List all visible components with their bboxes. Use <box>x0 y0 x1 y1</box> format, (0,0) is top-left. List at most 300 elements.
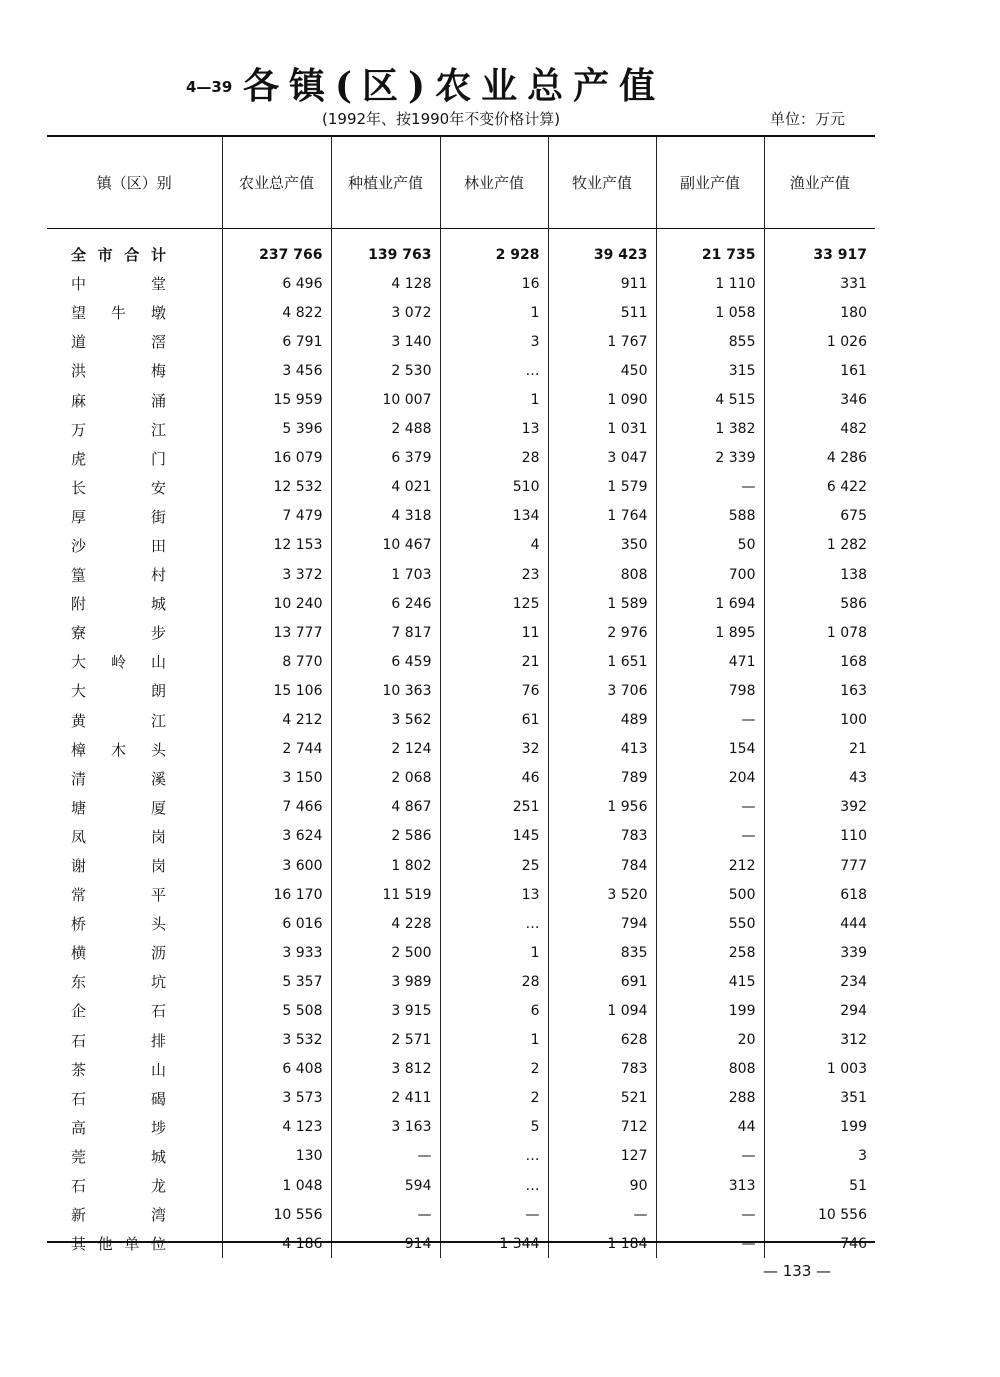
value-cell: 2 928 <box>440 240 548 269</box>
town-name-char: 黄 <box>71 711 87 730</box>
table-number: 4—39 <box>186 78 233 96</box>
value-cell: 313 <box>656 1171 764 1200</box>
town-name-char: 坑 <box>150 973 166 992</box>
value-cell: 500 <box>656 880 764 909</box>
town-name-char: 中 <box>71 275 87 294</box>
value-cell: 1 078 <box>764 618 875 647</box>
value-cell: 3 989 <box>331 967 440 996</box>
value-cell: 145 <box>440 822 548 851</box>
table-row <box>47 1113 875 1142</box>
column-header: 农业总产值 <box>222 136 331 228</box>
table-row <box>47 1229 875 1258</box>
value-cell: 1 895 <box>656 618 764 647</box>
value-cell: 1 090 <box>548 385 656 414</box>
town-name <box>71 1000 166 1021</box>
value-cell: 3 150 <box>222 764 331 793</box>
value-cell: 312 <box>764 1026 875 1055</box>
value-cell: 1 956 <box>548 793 656 822</box>
value-cell: 15 959 <box>222 385 331 414</box>
town-name-cell <box>47 909 222 938</box>
town-name-char: 其 <box>71 1235 87 1254</box>
value-cell: 1 579 <box>548 473 656 502</box>
value-cell: 700 <box>656 560 764 589</box>
value-cell: 3 812 <box>331 1055 440 1084</box>
value-cell: 5 357 <box>222 967 331 996</box>
town-name-cell <box>47 996 222 1025</box>
value-cell: 23 <box>440 560 548 589</box>
value-cell: 7 479 <box>222 502 331 531</box>
value-cell: 1 694 <box>656 589 764 618</box>
town-name-char: 田 <box>150 536 166 555</box>
column-header: 种植业产值 <box>331 136 440 228</box>
value-cell: 7 466 <box>222 793 331 822</box>
value-cell: 911 <box>548 269 656 298</box>
spacer-row <box>47 228 875 240</box>
column-header: 副业产值 <box>656 136 764 228</box>
town-name-char: 单 <box>124 1235 140 1254</box>
town-name-char: 塘 <box>71 798 87 817</box>
town-name-char: 横 <box>71 944 87 963</box>
page-number: — 133 — <box>763 1262 832 1280</box>
subtitle: (1992年、按1990年不变价格计算) <box>322 110 561 128</box>
value-cell: 13 777 <box>222 618 331 647</box>
value-cell: 5 <box>440 1113 548 1142</box>
value-cell: 139 763 <box>331 240 440 269</box>
town-name <box>71 390 166 411</box>
value-cell: 134 <box>440 502 548 531</box>
value-cell: 199 <box>764 1113 875 1142</box>
town-name-char: 望 <box>71 304 87 323</box>
value-cell: … <box>440 909 548 938</box>
town-name-char: 新 <box>71 1206 87 1225</box>
town-name <box>71 302 166 323</box>
value-cell: 5 396 <box>222 415 331 444</box>
value-cell: 154 <box>656 735 764 764</box>
value-cell: 675 <box>764 502 875 531</box>
value-cell: 2 976 <box>548 618 656 647</box>
table-row <box>47 938 875 967</box>
value-cell: 6 496 <box>222 269 331 298</box>
town-name-char: 麻 <box>71 391 87 410</box>
value-cell: 1 184 <box>548 1229 656 1258</box>
town-name-char: 石 <box>71 1089 87 1108</box>
value-cell: 586 <box>764 589 875 618</box>
table-row <box>47 1055 875 1084</box>
town-name-char: 山 <box>150 1060 166 1079</box>
town-name <box>71 448 166 469</box>
town-name <box>71 535 166 556</box>
town-name-char: 头 <box>150 740 166 759</box>
value-cell: 1 026 <box>764 327 875 356</box>
value-cell: 712 <box>548 1113 656 1142</box>
town-name <box>71 593 166 614</box>
table-row <box>47 851 875 880</box>
town-name-cell <box>47 938 222 967</box>
town-name <box>71 651 166 672</box>
value-cell: — <box>440 1200 548 1229</box>
value-cell: 1 094 <box>548 996 656 1025</box>
town-name-cell <box>47 1113 222 1142</box>
table-row <box>47 473 875 502</box>
town-name <box>71 1030 166 1051</box>
value-cell: 110 <box>764 822 875 851</box>
value-cell: 25 <box>440 851 548 880</box>
town-name <box>71 826 166 847</box>
value-cell: 2 744 <box>222 735 331 764</box>
town-name-cell <box>47 618 222 647</box>
town-name-char: 湾 <box>150 1206 166 1225</box>
town-name-char: 岭 <box>110 653 126 672</box>
value-cell: … <box>440 1142 548 1171</box>
value-cell: 6 791 <box>222 327 331 356</box>
table-row <box>47 560 875 589</box>
column-header: 镇（区）别 <box>96 173 172 192</box>
value-cell: 450 <box>548 356 656 385</box>
town-name <box>71 971 166 992</box>
value-cell: 4 128 <box>331 269 440 298</box>
town-name <box>71 244 166 265</box>
town-name-char: 牛 <box>110 304 126 323</box>
town-name-cell <box>47 851 222 880</box>
town-name-cell <box>47 269 222 298</box>
town-name <box>71 506 166 527</box>
value-cell: 3 163 <box>331 1113 440 1142</box>
value-cell: 2 068 <box>331 764 440 793</box>
town-name-char: 朗 <box>150 682 166 701</box>
value-cell: 1 <box>440 1026 548 1055</box>
town-name-cell <box>47 1084 222 1113</box>
town-name-char: 墩 <box>150 304 166 323</box>
table-row <box>47 647 875 676</box>
town-name <box>71 477 166 498</box>
town-name <box>71 419 166 440</box>
value-cell: 199 <box>656 996 764 1025</box>
value-cell: 4 123 <box>222 1113 331 1142</box>
value-cell: — <box>656 793 764 822</box>
town-name-char: 清 <box>71 769 87 788</box>
town-name <box>71 1059 166 1080</box>
value-cell: 1 382 <box>656 415 764 444</box>
table-row <box>47 589 875 618</box>
town-name-cell <box>47 1171 222 1200</box>
value-cell: 11 <box>440 618 548 647</box>
town-name-char: 莞 <box>71 1147 87 1166</box>
value-cell: 163 <box>764 676 875 705</box>
town-name-cell <box>47 706 222 735</box>
town-name-char: 头 <box>150 915 166 934</box>
town-name <box>71 942 166 963</box>
value-cell: 90 <box>548 1171 656 1200</box>
value-cell: 76 <box>440 676 548 705</box>
value-cell: 10 467 <box>331 531 440 560</box>
table-row <box>47 793 875 822</box>
value-cell: 21 <box>764 735 875 764</box>
value-cell: 212 <box>656 851 764 880</box>
town-name-char: 常 <box>71 886 87 905</box>
town-name <box>71 1204 166 1225</box>
town-name-cell <box>47 589 222 618</box>
value-cell: 510 <box>440 473 548 502</box>
value-cell: — <box>656 822 764 851</box>
value-cell: 61 <box>440 706 548 735</box>
town-name-cell <box>47 298 222 327</box>
value-cell: 43 <box>764 764 875 793</box>
town-name-cell <box>47 444 222 473</box>
value-cell: 3 600 <box>222 851 331 880</box>
value-cell: 4 867 <box>331 793 440 822</box>
value-cell: 1 <box>440 385 548 414</box>
value-cell: 3 562 <box>331 706 440 735</box>
value-cell: … <box>440 356 548 385</box>
value-cell: 4 822 <box>222 298 331 327</box>
town-name <box>71 797 166 818</box>
total-row <box>47 240 875 269</box>
value-cell: 2 <box>440 1055 548 1084</box>
town-name-cell <box>47 356 222 385</box>
table-row <box>47 1026 875 1055</box>
town-name-cell <box>47 967 222 996</box>
value-cell: — <box>331 1142 440 1171</box>
town-name-char: 埗 <box>150 1118 166 1137</box>
value-cell: 258 <box>656 938 764 967</box>
value-cell: 1 031 <box>548 415 656 444</box>
town-name-char: 溪 <box>150 769 166 788</box>
town-name-cell <box>47 531 222 560</box>
table-row <box>47 415 875 444</box>
town-name <box>71 739 166 760</box>
town-name-char: 岗 <box>150 827 166 846</box>
value-cell: 3 933 <box>222 938 331 967</box>
value-cell: 2 488 <box>331 415 440 444</box>
value-cell: 20 <box>656 1026 764 1055</box>
value-cell: 1 048 <box>222 1171 331 1200</box>
town-name-char: 万 <box>71 420 87 439</box>
value-cell: 777 <box>764 851 875 880</box>
table-row <box>47 1171 875 1200</box>
town-name <box>71 331 166 352</box>
value-cell: 4 021 <box>331 473 440 502</box>
value-cell: 1 <box>440 938 548 967</box>
value-cell: 10 556 <box>764 1200 875 1229</box>
value-cell: 4 515 <box>656 385 764 414</box>
value-cell: 783 <box>548 1055 656 1084</box>
value-cell: 1 651 <box>548 647 656 676</box>
value-cell: 130 <box>222 1142 331 1171</box>
town-name-char: 大 <box>71 653 87 672</box>
value-cell: 12 153 <box>222 531 331 560</box>
value-cell: 4 212 <box>222 706 331 735</box>
town-name-char: 他 <box>97 1235 113 1254</box>
town-name-char: 涌 <box>150 391 166 410</box>
town-name-char: 村 <box>150 566 166 585</box>
town-name-char: 长 <box>71 478 87 497</box>
town-name <box>71 768 166 789</box>
town-name-char: 山 <box>150 653 166 672</box>
town-name-char: 凤 <box>71 827 87 846</box>
header-row <box>47 136 875 228</box>
value-cell: 628 <box>548 1026 656 1055</box>
value-cell: 32 <box>440 735 548 764</box>
value-cell: 8 770 <box>222 647 331 676</box>
page-title: 各镇(区)农业总产值 <box>243 65 666 107</box>
value-cell: 1 764 <box>548 502 656 531</box>
value-cell: 7 817 <box>331 618 440 647</box>
value-cell: 1 589 <box>548 589 656 618</box>
value-cell: 127 <box>548 1142 656 1171</box>
town-name-cell <box>47 647 222 676</box>
value-cell: 234 <box>764 967 875 996</box>
table-row <box>47 706 875 735</box>
value-cell: 125 <box>440 589 548 618</box>
town-name-cell <box>47 764 222 793</box>
value-cell: 3 706 <box>548 676 656 705</box>
value-cell: 161 <box>764 356 875 385</box>
value-cell: 50 <box>656 531 764 560</box>
value-cell: 783 <box>548 822 656 851</box>
town-name-cell <box>47 822 222 851</box>
table-row <box>47 385 875 414</box>
town-name <box>71 273 166 294</box>
town-name-char: 虎 <box>71 449 87 468</box>
value-cell: 6 408 <box>222 1055 331 1084</box>
value-cell: 3 915 <box>331 996 440 1025</box>
value-cell: 10 556 <box>222 1200 331 1229</box>
town-name-cell <box>47 1200 222 1229</box>
town-name-char: 石 <box>71 1177 87 1196</box>
town-name <box>71 1117 166 1138</box>
value-cell: 6 <box>440 996 548 1025</box>
value-cell: 2 411 <box>331 1084 440 1113</box>
value-cell: 1 344 <box>440 1229 548 1258</box>
town-name-char: 洪 <box>71 362 87 381</box>
town-name-char: 堂 <box>150 275 166 294</box>
town-name-cell <box>47 560 222 589</box>
value-cell: 1 003 <box>764 1055 875 1084</box>
value-cell: 789 <box>548 764 656 793</box>
town-name-char: 合 <box>124 246 140 265</box>
value-cell: 3 <box>764 1142 875 1171</box>
value-cell: 835 <box>548 938 656 967</box>
value-cell: 511 <box>548 298 656 327</box>
value-cell: 1 110 <box>656 269 764 298</box>
value-cell: 237 766 <box>222 240 331 269</box>
town-name-cell <box>47 1229 222 1258</box>
value-cell: … <box>440 1171 548 1200</box>
value-cell: 2 <box>440 1084 548 1113</box>
town-name <box>71 1233 166 1254</box>
value-cell: — <box>656 473 764 502</box>
town-name-cell <box>47 327 222 356</box>
town-name <box>71 564 166 585</box>
value-cell: 3 047 <box>548 444 656 473</box>
table-row <box>47 822 875 851</box>
town-name-char: 附 <box>71 595 87 614</box>
table-row <box>47 618 875 647</box>
town-name-char: 企 <box>71 1002 87 1021</box>
town-name-char: 茶 <box>71 1060 87 1079</box>
agriculture-output-table <box>47 135 875 1258</box>
town-name-char: 岗 <box>150 857 166 876</box>
value-cell: 15 106 <box>222 676 331 705</box>
unit-label: 单位：万元 <box>770 110 846 128</box>
value-cell: 1 767 <box>548 327 656 356</box>
town-name-char: 城 <box>150 1147 166 1166</box>
table-row <box>47 269 875 298</box>
town-name <box>71 855 166 876</box>
value-cell: 351 <box>764 1084 875 1113</box>
value-cell: 808 <box>656 1055 764 1084</box>
value-cell: 138 <box>764 560 875 589</box>
table-row <box>47 327 875 356</box>
town-name-cell <box>47 240 222 269</box>
value-cell: 794 <box>548 909 656 938</box>
town-name-cell <box>47 735 222 764</box>
town-name-char: 碣 <box>150 1089 166 1108</box>
value-cell: 10 240 <box>222 589 331 618</box>
value-cell: 1 282 <box>764 531 875 560</box>
town-name-char: 梅 <box>150 362 166 381</box>
town-name-char: 道 <box>71 333 87 352</box>
value-cell: 3 072 <box>331 298 440 327</box>
town-name-cell <box>47 473 222 502</box>
value-cell: 44 <box>656 1113 764 1142</box>
town-name-char: 桥 <box>71 915 87 934</box>
value-cell: 3 520 <box>548 880 656 909</box>
value-cell: 100 <box>764 706 875 735</box>
town-name-char: 江 <box>150 420 166 439</box>
town-name-char: 平 <box>150 886 166 905</box>
table-row <box>47 298 875 327</box>
value-cell: 798 <box>656 676 764 705</box>
town-name-cell <box>47 502 222 531</box>
value-cell: 294 <box>764 996 875 1025</box>
value-cell: 3 624 <box>222 822 331 851</box>
town-name <box>71 1146 166 1167</box>
town-name-char: 安 <box>150 478 166 497</box>
table-row <box>47 531 875 560</box>
value-cell: 28 <box>440 444 548 473</box>
town-name <box>71 360 166 381</box>
town-name-char: 沙 <box>71 536 87 555</box>
table-row <box>47 1084 875 1113</box>
town-name <box>71 622 166 643</box>
value-cell: 16 <box>440 269 548 298</box>
town-name-cell <box>47 880 222 909</box>
value-cell: 11 519 <box>331 880 440 909</box>
value-cell: 10 007 <box>331 385 440 414</box>
title-row <box>0 58 1000 108</box>
town-name-char: 寮 <box>71 624 87 643</box>
value-cell: 13 <box>440 880 548 909</box>
value-cell: — <box>548 1200 656 1229</box>
town-name-char: 市 <box>97 246 113 265</box>
table-row <box>47 967 875 996</box>
value-cell: 392 <box>764 793 875 822</box>
value-cell: 28 <box>440 967 548 996</box>
value-cell: 6 379 <box>331 444 440 473</box>
value-cell: 415 <box>656 967 764 996</box>
town-name-cell <box>47 1026 222 1055</box>
value-cell: 4 318 <box>331 502 440 531</box>
value-cell: 4 <box>440 531 548 560</box>
value-cell: 346 <box>764 385 875 414</box>
value-cell: 3 456 <box>222 356 331 385</box>
value-cell: 4 228 <box>331 909 440 938</box>
value-cell: 691 <box>548 967 656 996</box>
town-name-char: 大 <box>71 682 87 701</box>
town-name-cell <box>47 676 222 705</box>
town-name-char: 位 <box>150 1235 166 1254</box>
